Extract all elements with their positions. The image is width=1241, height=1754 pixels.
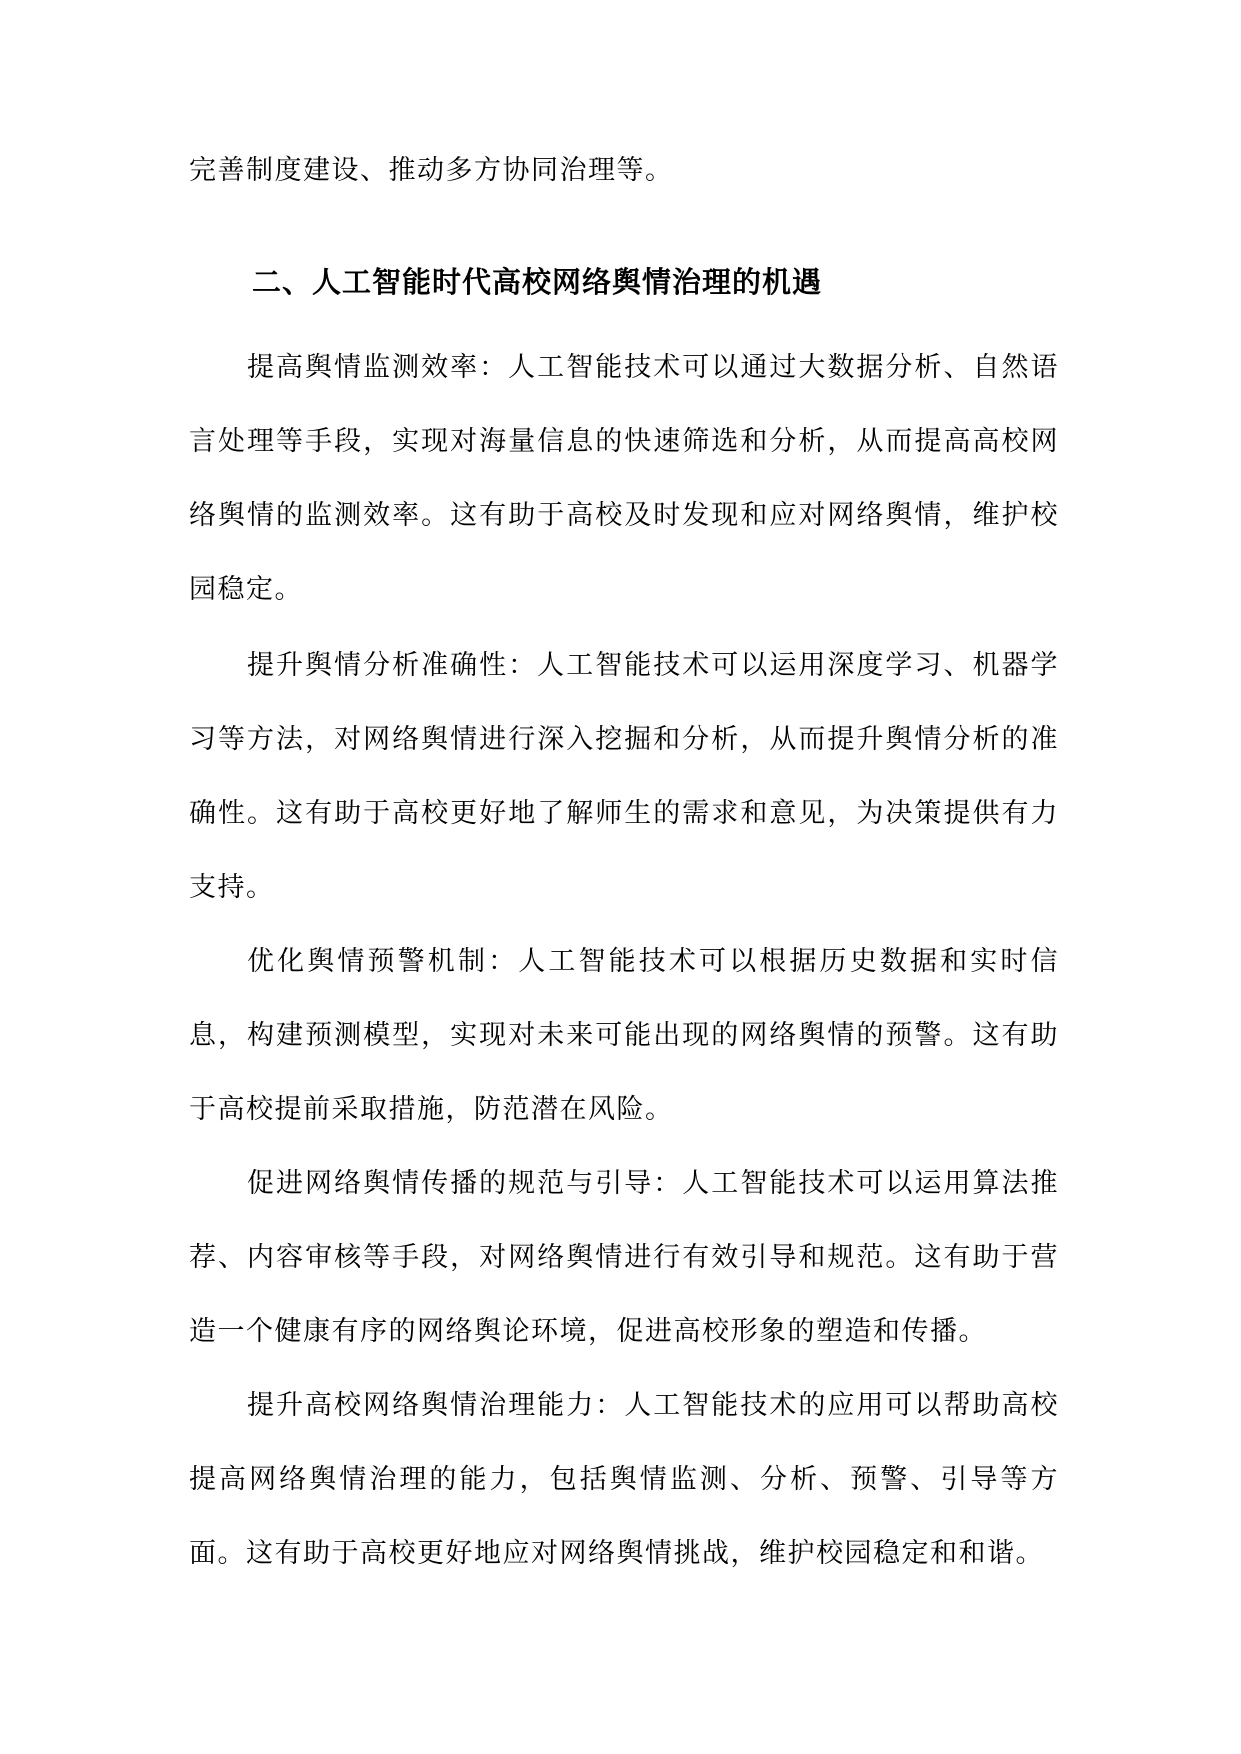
paragraph-governance-capacity: 提升高校网络舆情治理能力：人工智能技术的应用可以帮助高校提高网络舆情治理的能力，包括舆情监测、分析、预警、引导等方面。这有助于高校更好地应对网络舆情挑战，维护校园稳定和和谐。 — [189, 1390, 1059, 1569]
paragraph-early-warning: 优化舆情预警机制：人工智能技术可以根据历史数据和实时信息，构建预测模型，实现对未来可能出现的网络舆情的预警。这有助于高校提前采取措施，防范潜在风险。 — [189, 946, 1059, 1125]
section-heading: 二、人工智能时代高校网络舆情治理的机遇 — [252, 265, 823, 299]
paragraph-monitoring-efficiency: 提高舆情监测效率：人工智能技术可以通过大数据分析、自然语言处理等手段，实现对海量信息的快速筛选和分析，从而提高高校网络舆情的监测效率。这有助于高校及时发现和应对网络舆情，维护校园稳定。 — [189, 352, 1059, 605]
paragraph-analysis-accuracy: 提升舆情分析准确性：人工智能技术可以运用深度学习、机器学习等方法，对网络舆情进行深入挖掘和分析，从而提升舆情分析的准确性。这有助于高校更好地了解师生的需求和意见，为决策提供有力支持。 — [189, 650, 1059, 903]
paragraph-guidance: 促进网络舆情传播的规范与引导：人工智能技术可以运用算法推荐、内容审核等手段，对网络舆情进行有效引导和规范。这有助于营造一个健康有序的网络舆论环境，促进高校形象的塑造和传播。 — [189, 1168, 1059, 1347]
continuation-text: 完善制度建设、推动多方协同治理等。 — [189, 155, 674, 186]
